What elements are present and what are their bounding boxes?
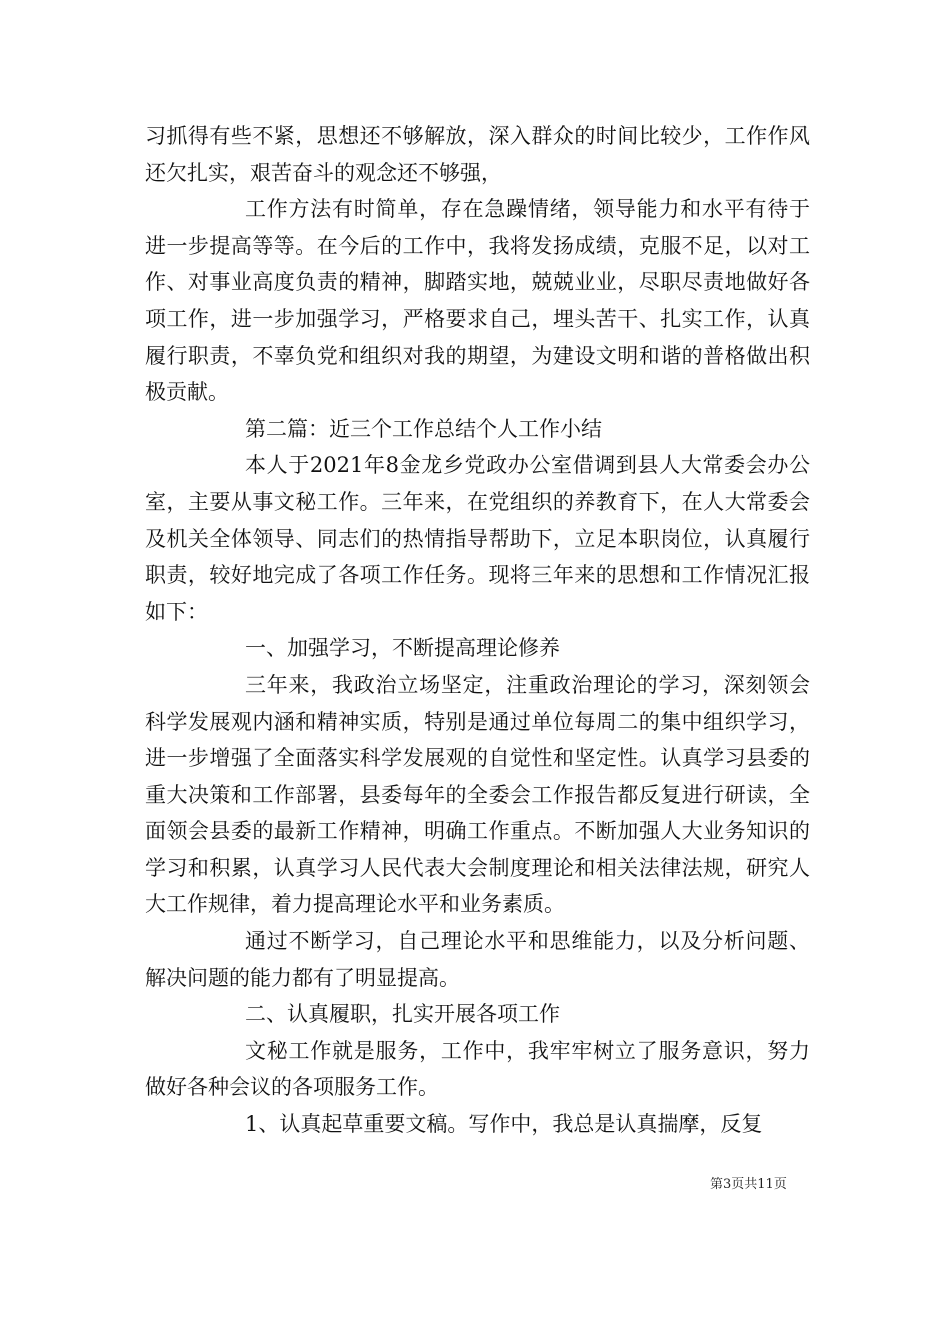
paragraph: 文秘工作就是服务，工作中，我牢牢树立了服务意识，努力做好各种会议的各项服务工作。 <box>145 1038 810 1100</box>
document-body <box>145 118 810 1143</box>
paragraph: 1、认真起草重要文稿。写作中，我总是认真揣摩，反复 <box>245 1112 763 1137</box>
paragraph: 本人于2021年8金龙乡党政办公室借调到县人大常委会办公室，主要从事文秘工作。三年来，在党组织的养教育下，在人大常委会及机关全体领导、同志们的热情指导帮助下，立足本职岗位，认真履行职责，较好地完成了各项工作任务。现将三年来的思想和工作情况汇报如下： <box>145 453 810 624</box>
paragraph: 三年来，我政治立场坚定，注重政治理论的学习，深刻领会科学发展观内涵和精神实质，特别是通过单位每周二的集中组织学习，进一步增强了全面落实科学发展观的自觉性和坚定性。认真学习县委的重大决策和工作部署，县委每年的全委会工作报告都反复进行研读，全面领会县委的最新工作精神，明确工作重点。不断加强人大业务知识的学习和积累，认真学习人民代表大会制度理论和相关法律法规，研究人大工作规律，着力提高理论水平和业务素质。 <box>145 672 810 917</box>
section-heading: 一、加强学习，不断提高理论修养 <box>245 636 560 661</box>
section-heading: 二、认真履职，扎实开展各项工作 <box>245 1002 560 1027</box>
paragraph: 工作方法有时简单，存在急躁情绪，领导能力和水平有待于进一步提高等等。在今后的工作中，我将发扬成绩，克服不足，以对工作、对事业高度负责的精神，脚踏实地，兢兢业业，尽职尽责地做好各项工作，进一步加强学习，严格要求自己，埋头苦干、扎实工作，认真履行职责，不辜负党和组织对我的期望，为建设文明和谐的普格做出积极贡献。 <box>145 197 810 405</box>
section-heading: 第二篇：近三个工作总结个人工作小结 <box>245 416 602 441</box>
page-number: 第3页共11页 <box>710 1177 787 1192</box>
paragraph: 习抓得有些不紧，思想还不够解放，深入群众的时间比较少，工作作风还欠扎实，艰苦奋斗的观念还不够强， <box>145 124 810 185</box>
paragraph: 通过不断学习，自己理论水平和思维能力，以及分析问题、解决问题的能力都有了明显提高。 <box>145 929 810 990</box>
